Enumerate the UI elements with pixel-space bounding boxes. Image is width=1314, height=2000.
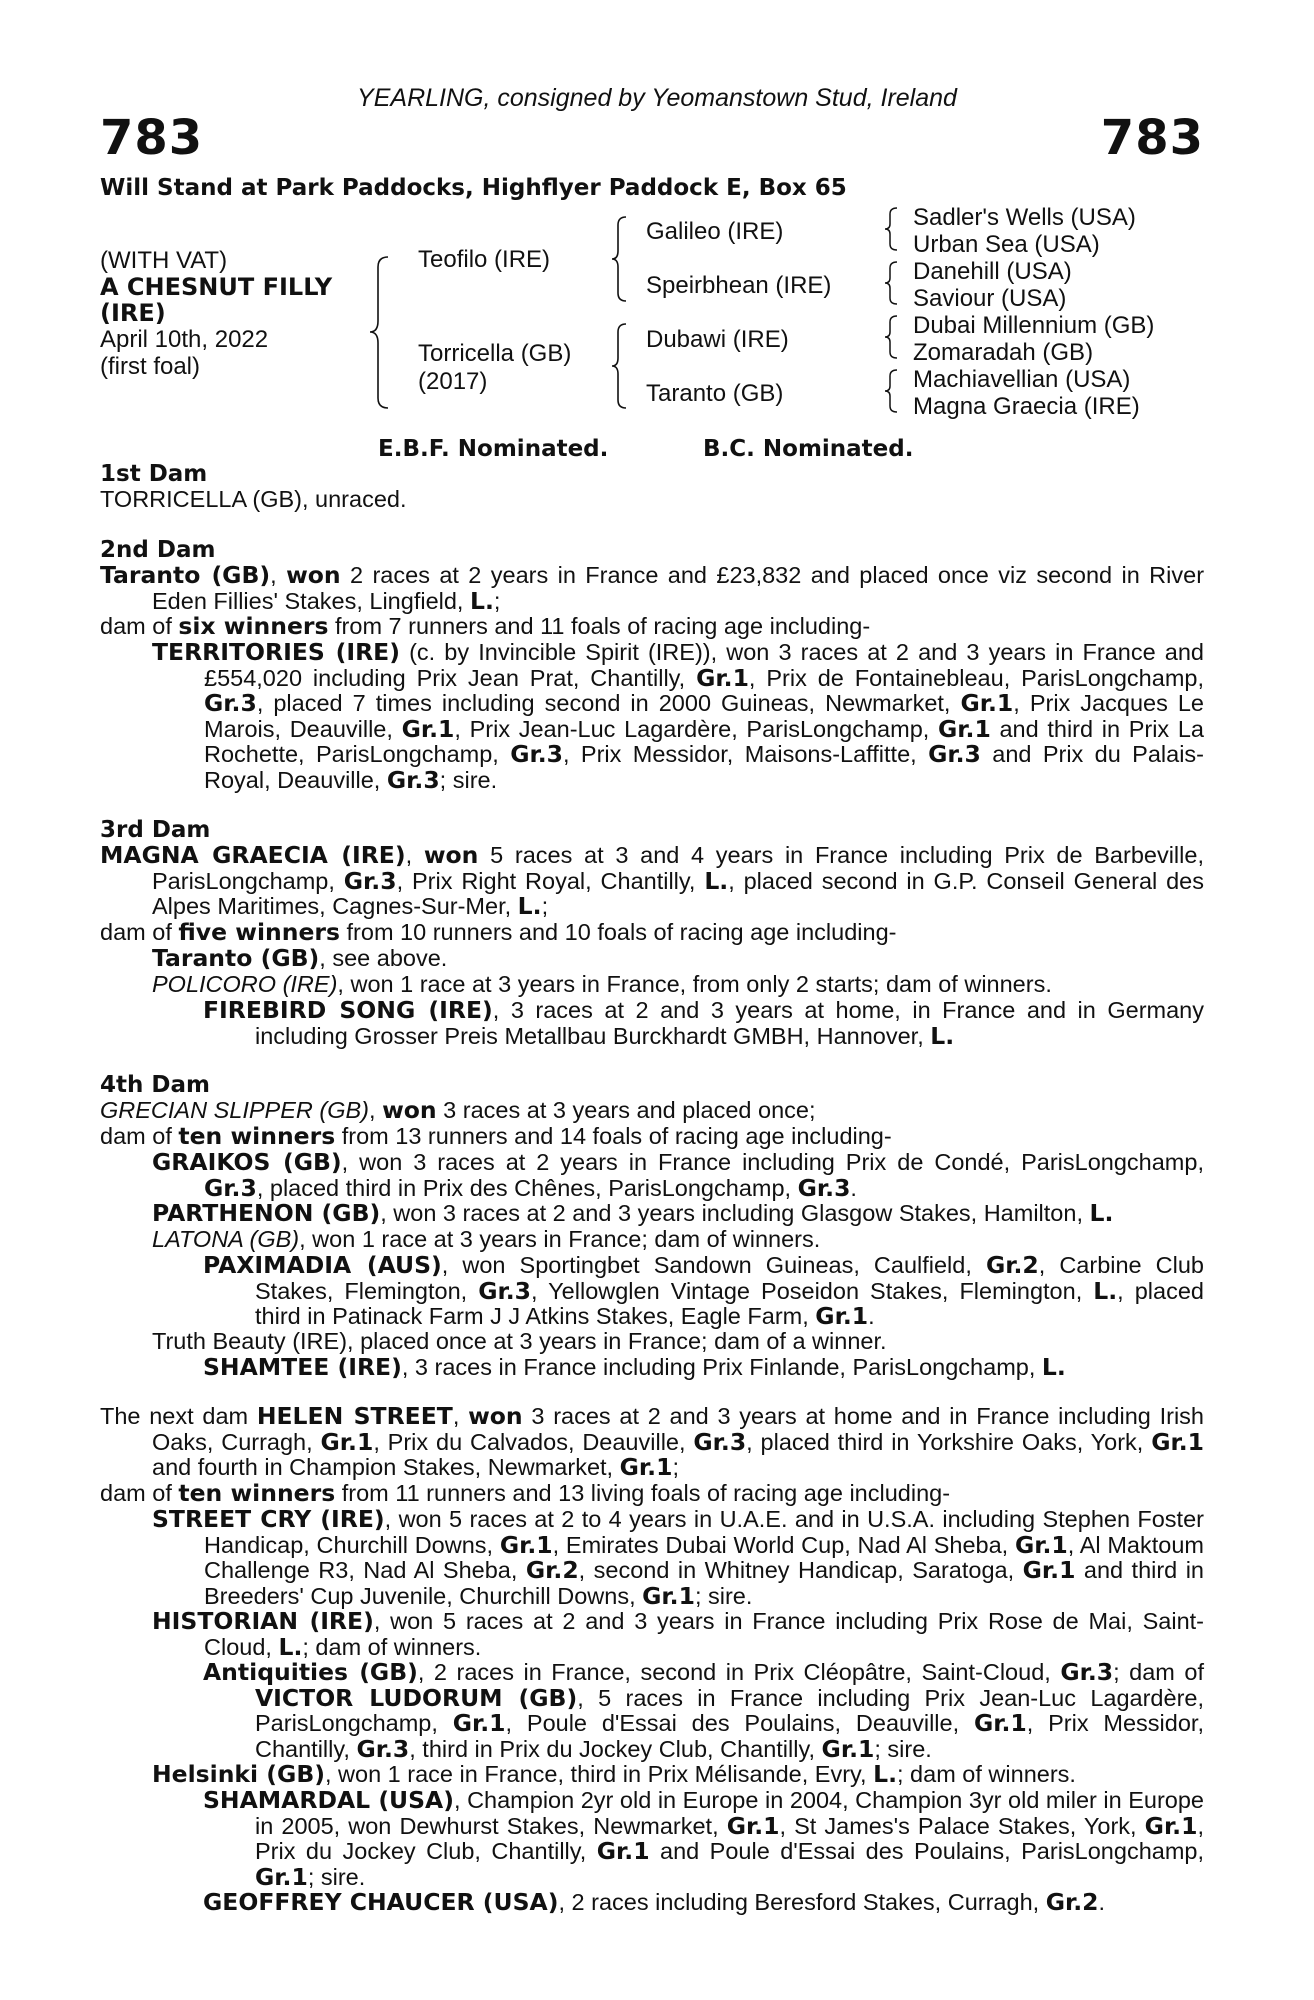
gg-6: Zomaradah (GB)	[913, 339, 1094, 366]
race-text: , Al Maktoum Challenge R3, Nad Al Sheba,	[204, 1531, 1204, 1584]
shamardal-record	[203, 1788, 1204, 1890]
race-text: , third in Prix du Jockey Club, Chantilly,	[409, 1735, 822, 1762]
horse-name: LATONA (GB)	[152, 1226, 300, 1252]
gsire-brace-3	[883, 314, 901, 360]
horse-name: GRECIAN SLIPPER (GB)	[100, 1097, 369, 1123]
gg-5: Dubai Millennium (GB)	[913, 312, 1155, 339]
summary-text: from 10 runners and 10 foals of racing age including-	[339, 919, 897, 945]
race-text: 3 races at 2 and 3 years at home and in France including Irish Oaks, Curragh,	[152, 1403, 1204, 1455]
race-text: , St James's Palace Stakes, York,	[779, 1812, 1145, 1839]
horse-name: MAGNA GRAECIA (IRE)	[100, 841, 406, 869]
third-dam-record: MAGNA GRAECIA (IRE), won 5 races at 3 and 4 years in France including Prix de Barbeville, ParisLongchamp, Gr.3, Prix Right Royal, Chantilly, L., placed second in G.P. Conseil General des Alpes Maritimes, Cagnes-Sur-Mer, L.;	[100, 841, 1204, 921]
first-foal-note: (first foal)	[100, 353, 201, 380]
grade: Gr.1	[596, 1837, 650, 1866]
race-text: , placed third in Prix des Chênes, ParisLongchamp,	[256, 1174, 798, 1201]
race-text: , won 1 race at 3 years in France; dam of winners.	[299, 1226, 821, 1252]
grade: Gr.1	[973, 1709, 1027, 1738]
grade: L.	[1093, 1276, 1118, 1305]
firebird-song-record	[203, 998, 1204, 1049]
grade: Gr.1	[255, 1862, 308, 1891]
grade: Gr.1	[1022, 1556, 1076, 1585]
grade: L.	[469, 586, 494, 615]
next-dam-record: The next dam HELEN STREET, won 3 races at 2 and 3 years at home and in France including Irish Oaks, Curragh, Gr.1, Prix du Calvados, Deauville, Gr.3, placed third in Yorkshire Oaks, York, Gr.1 and fourth in Champion Stakes, Newmarket, Gr.1;	[100, 1402, 1204, 1482]
gg-2: Urban Sea (USA)	[913, 231, 1100, 258]
race-text: , Emirates Dubai World Cup, Nad Al Sheba,	[552, 1531, 1015, 1558]
won-label: won	[382, 1096, 437, 1124]
summary-text: dam of	[100, 1123, 179, 1149]
race-text: .	[868, 1303, 875, 1330]
subject-name: A CHESNUT FILLY	[100, 273, 333, 301]
grade: L.	[930, 1021, 955, 1050]
race-text: , 2 races including Beresford Stakes, Curragh,	[558, 1889, 1046, 1915]
summary-text: from 11 runners and 13 living foals of racing age including-	[335, 1480, 951, 1506]
grade: Gr.1	[821, 1734, 875, 1763]
fourth-dam-produce-summary	[100, 1124, 1204, 1150]
first-dam-text: TORRICELLA (GB), unraced.	[100, 486, 407, 512]
grade: Gr.1	[1144, 1811, 1198, 1840]
horse-name: SHAMARDAL (USA)	[203, 1786, 454, 1814]
sire-dam-name: Speirbhean (IRE)	[646, 272, 832, 299]
policoro-record	[152, 972, 1204, 998]
race-text: , Prix Messidor, Chantilly,	[255, 1710, 1204, 1762]
race-text: , see above.	[319, 945, 448, 971]
grade: L.	[517, 892, 542, 921]
horse-name: VICTOR LUDORUM (GB)	[255, 1683, 578, 1712]
winners-count: five winners	[178, 918, 340, 946]
stand-location: Will Stand at Park Paddocks, Highflyer Paddock E, Box 65	[100, 175, 847, 201]
race-text: , 3 races in France including Prix Finlande, ParisLongchamp,	[401, 1354, 1042, 1380]
race-text: , Prix du Calvados, Deauville,	[373, 1428, 694, 1455]
race-text: ;	[493, 587, 501, 614]
race-text: , Prix de Fontainebleau, ParisLongchamp,	[748, 664, 1204, 691]
street-cry-record	[152, 1507, 1204, 1609]
dam-year: (2017)	[418, 368, 488, 395]
grade: Gr.3	[204, 689, 257, 718]
next-dam-produce-summary	[100, 1481, 1204, 1507]
taranto-ref	[152, 946, 1204, 972]
horse-name: GRAIKOS (GB)	[152, 1148, 342, 1176]
race-text: 5 races at 3 and 4 years in France including Prix de Barbeville, ParisLongchamp,	[152, 842, 1204, 894]
horse-name: TERRITORIES (IRE)	[152, 638, 400, 666]
grade: Gr.1	[1014, 1530, 1068, 1559]
summary-text: dam of	[100, 919, 179, 945]
grade: Gr.3	[693, 1427, 747, 1456]
latona-record	[152, 1227, 1204, 1253]
grade: L.	[1089, 1199, 1114, 1227]
historian-record	[152, 1609, 1204, 1660]
summary-text: dam of	[100, 1480, 179, 1506]
grade: Gr.2	[525, 1556, 579, 1585]
race-text: , won 3 races at 2 and 3 years including Glasgow Stakes, Hamilton,	[380, 1200, 1090, 1226]
won-label: won	[286, 561, 341, 589]
race-text: , Prix Jacques Le Marois, Deauville,	[204, 690, 1204, 742]
horse-name: POLICORO (IRE)	[152, 971, 338, 997]
lot-number-left: 783	[100, 110, 204, 166]
race-text: , won 5 races at 2 and 3 years in France including Prix Rose de Mai, Saint-Cloud,	[204, 1608, 1204, 1660]
grade: Gr.1	[619, 1453, 673, 1482]
summary-text: from 7 runners and 11 foals of racing age including-	[328, 613, 871, 639]
grade: Gr.1	[937, 714, 991, 743]
race-text: .	[850, 1174, 857, 1201]
grade: Gr.3	[343, 866, 397, 895]
won-label: won	[423, 841, 479, 869]
race-text: ; sire.	[874, 1735, 932, 1762]
dam-brace	[610, 322, 630, 410]
grade: Gr.1	[696, 663, 749, 692]
gg-1: Sadler's Wells (USA)	[913, 204, 1136, 231]
race-text: ; sire.	[439, 766, 498, 793]
gsire-brace-2	[883, 260, 901, 306]
grade: L.	[704, 866, 729, 895]
race-text: ; sire.	[307, 1863, 366, 1890]
race-text: , placed third in Yorkshire Oaks, York,	[746, 1428, 1152, 1455]
grade: Gr.1	[1151, 1427, 1204, 1456]
paximadia-record	[203, 1253, 1204, 1330]
grade: L.	[1041, 1353, 1066, 1381]
race-text: , won 1 race in France, third in Prix Mélisande, Evry,	[324, 1761, 874, 1787]
horse-name: Antiquities (GB)	[203, 1658, 418, 1686]
race-text: ; dam of winners.	[302, 1633, 482, 1660]
horse-name: HELEN STREET	[256, 1402, 453, 1430]
grade: Gr.2	[985, 1251, 1039, 1279]
gg-3: Danehill (USA)	[913, 258, 1072, 285]
fourth-dam-heading: 4th Dam	[100, 1072, 210, 1098]
dam-sire-name: Dubawi (IRE)	[646, 326, 789, 353]
horse-name: Taranto (GB)	[100, 561, 271, 589]
summary-text: from 13 runners and 14 foals of racing age including-	[335, 1123, 892, 1149]
race-text: , placed second in G.P. Conseil General des Alpes Maritimes, Cagnes-Sur-Mer,	[152, 867, 1204, 920]
vat-note: (WITH VAT)	[100, 247, 228, 274]
grade: Gr.1	[815, 1302, 869, 1331]
third-dam-produce-summary	[100, 920, 1204, 946]
race-text: 3 races at 3 years and placed once;	[436, 1097, 816, 1123]
gsire-brace-1	[883, 206, 901, 252]
grade: Gr.1	[320, 1427, 374, 1456]
race-text: , Yellowglen Vintage Poseidon Stakes, Flemington,	[531, 1277, 1094, 1304]
first-dam-heading: 1st Dam	[100, 461, 208, 487]
horse-name: SHAMTEE (IRE)	[203, 1353, 402, 1381]
grade: L.	[278, 1632, 303, 1661]
grade: Gr.1	[642, 1581, 695, 1610]
race-text: , 5 races in France including Prix Jean-Luc Lagardère, ParisLongchamp,	[255, 1684, 1204, 1737]
horse-name: HISTORIAN (IRE)	[152, 1607, 374, 1635]
race-text: and Poule d'Essai des Poulains, ParisLongchamp,	[649, 1838, 1205, 1865]
consignor-line: YEARLING, consigned by Yeomanstown Stud, Ireland	[357, 84, 957, 112]
second-dam-record: Taranto (GB), won 2 races at 2 years in France and £23,832 and placed once viz second in River Eden Fillies' Stakes, Lingfield, L.;	[100, 561, 1205, 615]
horse-name: FIREBIRD SONG (IRE)	[203, 996, 493, 1024]
grade: L.	[873, 1760, 897, 1788]
winners-count: ten winners	[178, 1479, 336, 1507]
race-text: , Poule d'Essai des Poulains, Deauville,	[505, 1710, 974, 1737]
race-text: ; dam of winners.	[897, 1761, 1076, 1787]
truth-beauty-record: Truth Beauty (IRE), placed once at 3 years in France; dam of a winner.	[152, 1328, 887, 1354]
race-text: and third in Breeders' Cup Juvenile, Churchill Downs,	[204, 1557, 1204, 1609]
sire-sire-name: Galileo (IRE)	[646, 218, 784, 245]
race-text: .	[1098, 1889, 1106, 1915]
grade: Gr.3	[1060, 1658, 1114, 1686]
grade: Gr.3	[204, 1173, 257, 1202]
grade: Gr.1	[726, 1811, 780, 1840]
subject-name-country: (IRE)	[100, 299, 166, 327]
grade: Gr.1	[499, 1530, 553, 1559]
grade: Gr.3	[386, 765, 440, 794]
horse-name: PARTHENON (GB)	[152, 1199, 381, 1227]
summary-text: dam of	[100, 613, 179, 639]
grade: Gr.3	[356, 1734, 410, 1763]
intro-text: The next dam	[100, 1403, 257, 1429]
grade: Gr.3	[510, 740, 564, 769]
graikos-record	[152, 1150, 1204, 1201]
race-text: and Prix du Palais-Royal, Deauville,	[204, 741, 1204, 793]
parthenon-record	[152, 1201, 1204, 1227]
gg-8: Magna Graecia (IRE)	[913, 393, 1140, 420]
lot-number-right: 783	[1100, 110, 1204, 166]
ebf-nominated: E.B.F. Nominated.	[378, 436, 609, 462]
grade: Gr.1	[960, 689, 1014, 718]
race-text: ; dam of	[1113, 1659, 1204, 1685]
antiquities-record	[203, 1660, 1204, 1762]
third-dam-heading: 3rd Dam	[100, 817, 211, 843]
race-text: , 2 races in France, second in Prix Cléopâtre, Saint-Cloud,	[417, 1659, 1061, 1685]
bc-nominated: B.C. Nominated.	[703, 436, 914, 462]
sire-name: Teofilo (IRE)	[418, 246, 551, 273]
sire-dam-brace	[368, 255, 392, 410]
helsinki-record	[152, 1762, 1204, 1788]
race-text: (c. by Invincible Spirit (IRE)), won 3 races at 2 and 3 years in France and £554,020 including Prix Jean Prat, Chantilly,	[204, 639, 1204, 691]
race-text: , Prix Right Royal, Chantilly,	[396, 867, 705, 894]
race-text: , placed third in Patinack Farm J J Atkins Stakes, Eagle Farm,	[255, 1277, 1204, 1330]
race-text: , won Sportingbet Sandown Guineas, Caulfield,	[441, 1252, 986, 1278]
gsire-brace-4	[883, 368, 901, 414]
race-text: ;	[541, 893, 549, 920]
race-text: ;	[672, 1454, 679, 1481]
race-text: , placed 7 times including second in 2000 Guineas, Newmarket,	[256, 690, 961, 717]
race-text: , won 1 race at 3 years in France, from only 2 starts; dam of winners.	[337, 971, 1052, 997]
horse-name: Taranto (GB)	[152, 944, 320, 972]
race-text: , Prix Messidor, Maisons-Laffitte,	[563, 741, 929, 768]
race-text: , won 3 races at 2 years in France including Prix de Condé, ParisLongchamp,	[341, 1149, 1204, 1175]
winners-count: six winners	[178, 612, 329, 640]
horse-name: STREET CRY (IRE)	[152, 1505, 385, 1533]
grade: Gr.1	[452, 1709, 506, 1738]
race-text: , Champion 2yr old in Europe in 2004, Champion 3yr old miler in Europe in 2005, won Dewhurst Stakes, Newmarket,	[255, 1787, 1204, 1839]
horse-name: PAXIMADIA (AUS)	[203, 1251, 442, 1279]
race-text: , Carbine Club Stakes, Flemington,	[255, 1252, 1205, 1304]
grade: Gr.2	[1045, 1888, 1099, 1916]
won-label: won	[468, 1402, 523, 1430]
winners-count: ten winners	[178, 1122, 336, 1150]
second-dam-produce-summary	[100, 614, 1204, 640]
race-text: and third in Prix La Rochette, ParisLongchamp,	[204, 715, 1204, 768]
shamtee-record	[203, 1355, 1204, 1381]
race-text: , Prix Jean-Luc Lagardère, ParisLongchamp,	[454, 715, 938, 742]
fourth-dam-record: GRECIAN SLIPPER (GB), won 3 races at 3 years and placed once;	[100, 1096, 816, 1124]
race-text: , 3 races at 2 and 3 years at home, in France and in Germany including Grosser Preis Metallbau Burckhardt GMBH, Hannover,	[255, 997, 1204, 1049]
horse-name: GEOFFREY CHAUCER (USA)	[203, 1888, 559, 1916]
horse-name: Helsinki (GB)	[152, 1760, 325, 1788]
dam-name: Torricella (GB)	[418, 340, 572, 367]
gg-7: Machiavellian (USA)	[913, 366, 1131, 393]
sire-brace	[610, 215, 630, 303]
grade: Gr.3	[478, 1276, 532, 1305]
race-text: , won 5 races at 2 to 4 years in U.A.E. and in U.S.A. including Stephen Foster Handicap, Churchill Downs,	[204, 1506, 1204, 1558]
grade: Gr.3	[928, 740, 981, 769]
race-text: , second in Whitney Handicap, Saratoga,	[578, 1557, 1023, 1584]
race-text: ; sire.	[694, 1582, 753, 1609]
race-text: 2 races at 2 years in France and £23,832 and placed once viz second in River Eden Fillies' Stakes, Lingfield,	[152, 562, 1205, 614]
grade: Gr.1	[401, 714, 455, 743]
race-text: , Prix du Jockey Club, Chantilly,	[255, 1812, 1204, 1865]
geoffrey-chaucer-record	[203, 1890, 1204, 1916]
gg-4: Saviour (USA)	[913, 285, 1067, 312]
foaling-date: April 10th, 2022	[100, 326, 269, 353]
second-dam-heading: 2nd Dam	[100, 537, 216, 563]
race-text: and fourth in Champion Stakes, Newmarket,	[152, 1454, 620, 1481]
dam-dam-name: Taranto (GB)	[646, 380, 784, 407]
territories-record	[152, 640, 1204, 794]
grade: Gr.3	[797, 1173, 851, 1202]
